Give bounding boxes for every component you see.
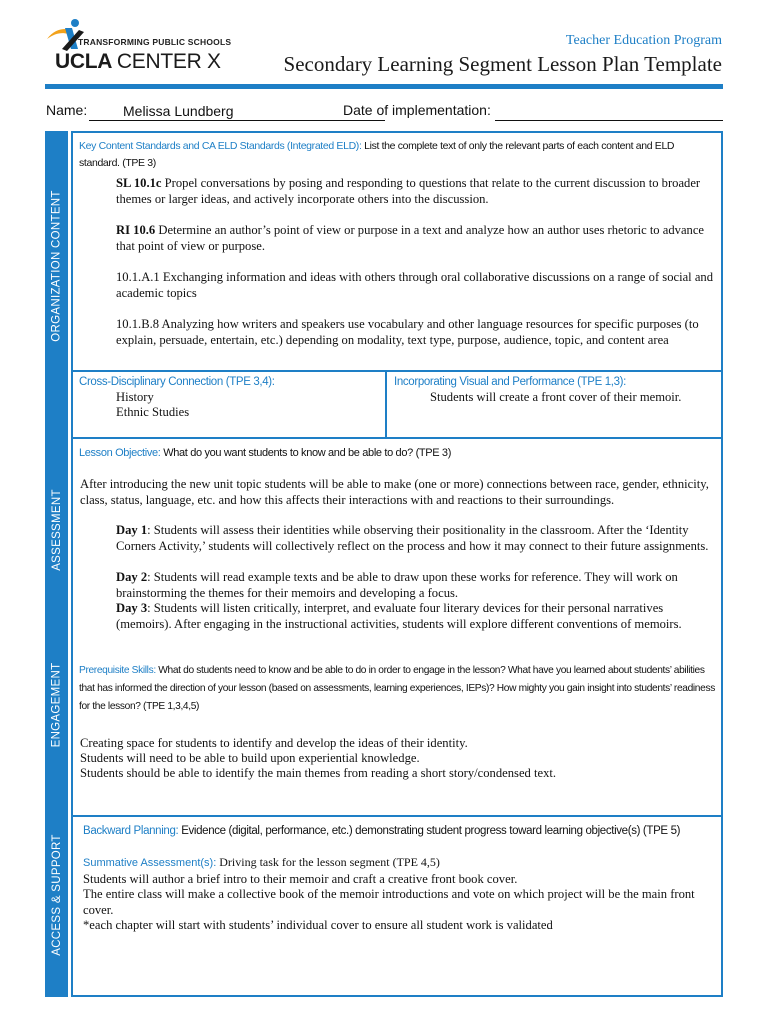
name-date-row: [46, 102, 724, 124]
sidebar-organization: ORGANIZATION CONTENT: [50, 190, 63, 342]
ucla-center-x-logo: [45, 18, 245, 78]
summative-line-2: The entire class will make a collective book of the memoir introductions and vote on which project will be the main front cover.: [83, 887, 695, 917]
objective-heading: Lesson Objective:: [79, 447, 161, 459]
prereq-line-2: Students will need to be able to build upon experiential knowledge.: [80, 751, 420, 765]
standard-sl-10-1c: SL 10.1c Propel conversations by posing and responding to questions that relate to the current discussion to broader themes or larger ideas, and actively incorporate others into the discussion.: [116, 176, 701, 206]
backward-heading: Backward Planning:: [83, 825, 179, 837]
header-rule: [45, 84, 723, 89]
name-value: Melissa Lundberg: [123, 103, 234, 119]
summative-line-3: *each chapter will start with students’ individual cover to ensure all student work is validated: [83, 918, 553, 932]
prereq-line-1: Creating space for students to identify and develop the ideas of their identity.: [80, 736, 468, 750]
cross-item-ethnic-studies: Ethnic Studies: [116, 405, 190, 419]
visual-text: Students will create a front cover of their memoir.: [430, 390, 682, 404]
date-field[interactable]: [495, 120, 723, 121]
prereq-line-3: Students should be able to identify the main themes from reading a short story/condensed text.: [80, 766, 557, 780]
standards-heading: Key Content Standards and CA ELD Standards (Integrated ELD):: [79, 140, 362, 152]
visual-heading: Incorporating Visual and Performance (TPE 1,3):: [394, 376, 626, 388]
sidebar-assessment: ASSESSMENT: [50, 489, 63, 571]
program-name: Teacher Education Program: [565, 33, 722, 48]
divider: [71, 370, 723, 372]
divider: [385, 370, 387, 437]
summative-line-1: Students will author a brief intro to their memoir and craft a creative front book cover.: [83, 872, 518, 886]
divider: [71, 815, 723, 817]
standards-prompt: [79, 138, 715, 172]
logo-wordmark: [55, 50, 221, 74]
divider: [71, 131, 723, 133]
objective-day-1: Day 1: Students will assess their identities while observing their positionality in the classroom. After the ‘Identity Corners Activity,’ students will collectively reflect on the process and how it may connect to their future assignments.: [116, 523, 709, 553]
objective-prompt: Lesson Objective: What do you want students to know and be able to do? (TPE 3): [79, 447, 452, 459]
divider: [71, 437, 723, 439]
cross-heading: Cross-Disciplinary Connection (TPE 3,4):: [79, 376, 275, 388]
logo-tagline: TRANSFORMING PUBLIC SCHOOLS: [78, 37, 232, 47]
cross-item-history: History: [116, 390, 154, 404]
name-label: Name:: [46, 102, 88, 118]
standard-eld-a1: 10.1.A.1 Exchanging information and ideas with others through oral collaborative discussions on a range of social and academic topics: [116, 270, 714, 300]
sidebar-engagement: ENGAGEMENT: [50, 662, 63, 748]
standard-ri-10-6: RI 10.6 Determine an author’s point of view or purpose in a text and analyze how an author uses rhetoric to advance that point of view or purpose.: [116, 223, 705, 253]
standard-eld-b8: 10.1.B.8 Analyzing how writers and speakers use vocabulary and other language resources for specific purposes (to explain, persuade, entertain, etc.) depending on modality, text type, purpose, audience, topic, and content area: [116, 317, 699, 347]
logo-ucla: UCLA: [55, 50, 112, 73]
summative-heading: Summative Assessment(s): Driving task for the lesson segment (TPE 4,5): [83, 855, 440, 869]
logo-center-x: CENTER X: [116, 50, 221, 73]
page-title: Secondary Learning Segment Lesson Plan Template: [283, 52, 722, 76]
objective-day-3: Day 3: Students will listen critically, interpret, and evaluate four literary devices for their personal narratives (memoirs). After engaging in the instructional activities, students will explore different conventions of memoirs.: [116, 601, 682, 631]
prereq-prompt: Prerequisite Skills: What do students need to know and be able to do in order to engage in the lesson? What have you learned about students’ abilities that has informed the direction of your lesson (based on assessments, learning experiences, IEPs)? How mighty you gain insight into students’ readiness for the lesson? (TPE 1,3,4,5): [79, 665, 715, 712]
backward-prompt: Backward Planning: Evidence (digital, performance, etc.) demonstrating student progress toward learning objective(s) (TPE 5): [83, 825, 681, 837]
prereq-heading: Prerequisite Skills:: [79, 665, 156, 676]
objective-day-2: Day 2: Students will read example texts and be able to draw upon these works for reference. They will work on brainstorming the themes for their memoirs and developing a focus.: [116, 570, 678, 600]
name-field[interactable]: [89, 120, 385, 121]
date-label: Date of implementation:: [343, 102, 491, 118]
objective-intro: After introducing the new unit topic students will be able to make (one or more) connections between race, gender, ethnicity, class, status, language, etc. and how this affects their interactions with and reactions to their surroundings.: [80, 477, 709, 507]
standards-instruction: List the complete text of only the relevant parts of each content and ELD standard. (TPE 3): [79, 140, 675, 169]
sidebar-access-support: ACCESS & SUPPORT: [50, 834, 63, 956]
